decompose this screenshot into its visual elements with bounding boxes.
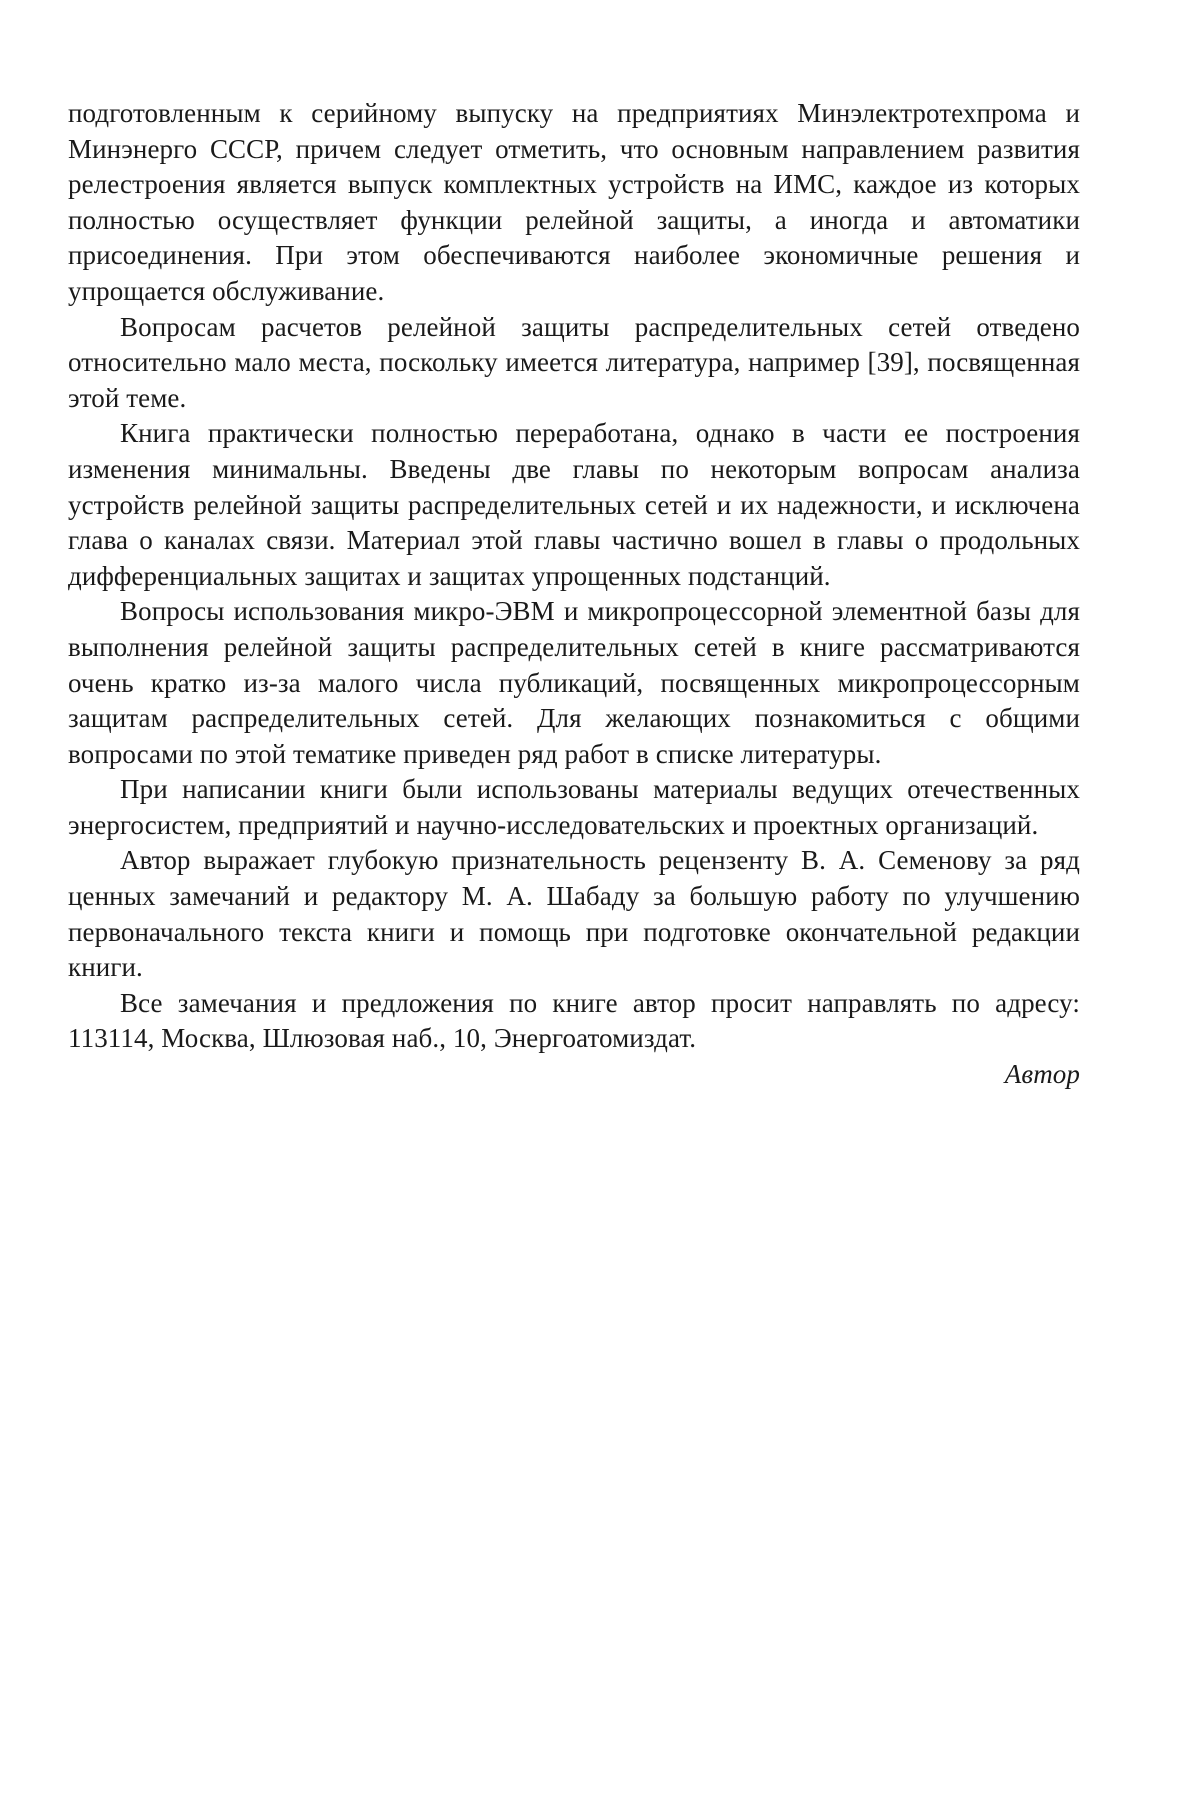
paragraph-acknowledgements: Автор выражает глубокую признательность рецензенту В. А. Семенову за ряд ценных замечаний и редактору М. А. Шабаду за большую работу по улучшению первоначального текста книги и помощь при подготовке окончательной редакции книги. <box>68 845 1080 983</box>
paragraph-microprocessors: Вопросы использования микро-ЭВМ и микропроцессорной элементной базы для выполнения релейной защиты распределительных сетей в книге рассматриваются очень кратко из-за малого числа публикаций, посвященных микропроцессорным защитам распределительных сетей. Для желающих познакомиться с общими вопросами по этой тематике приведен ряд работ в списке литературы. <box>68 596 1080 769</box>
paragraph-materials: При написании книги были использованы материалы ведущих отечественных энергосистем, предприятий и научно-исследовательских и проектных организаций. <box>68 774 1080 840</box>
author-signature: Автор <box>1004 1059 1080 1090</box>
paragraph-revision: Книга практически полностью переработана, однако в части ее построения изменения минимальны. Введены две главы по некоторым вопросам анализа устройств релейной защиты распределительных сетей и их надежности, и исключена глава о каналах связи. Материал этой главы частично вошел в главы о продольных дифференциальных защитах и защитах упрощенных подстанций. <box>68 418 1080 591</box>
paragraph-continuation: подготовленным к серийному выпуску на предприятиях Минэлектротехпрома и Минэнерго СССР, причем следует отметить, что основным направлением развития релестроения является выпуск комплектных устройств на ИМС, каждое из которых полностью осуществляет функции релейной защиты, а иногда и автоматики присоединения. При этом обеспечиваются наиболее экономичные решения и упрощается обслуживание. <box>68 98 1080 306</box>
paragraph-address: Все замечания и предложения по книге автор просит направлять по адресу: 113114, Москва, Шлюзовая наб., 10, Энергоатомиздат. <box>68 987 1080 1054</box>
page-text <box>68 96 1080 1093</box>
paragraph-calculations: Вопросам расчетов релейной защиты распределительных сетей отведено относительно мало места, поскольку имеется литература, например [39], посвященная этой теме. <box>68 311 1080 413</box>
